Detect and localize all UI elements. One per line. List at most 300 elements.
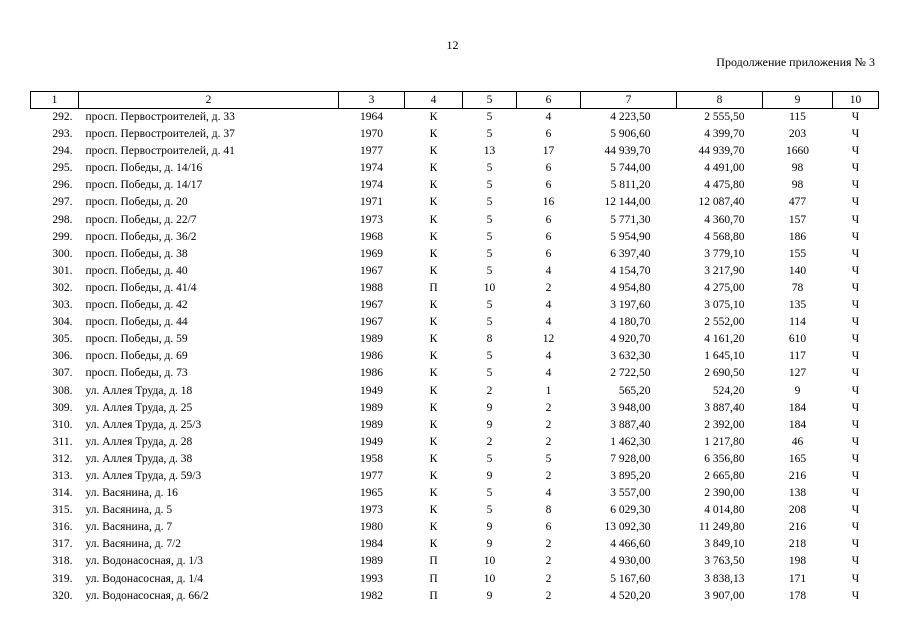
wall-material-cell: К (429, 213, 438, 226)
total-area-cell: 5 167,60 (610, 572, 651, 585)
residents-cell: 115 (789, 111, 806, 123)
type-cell: Ч (851, 487, 860, 500)
residents-cell: 98 (791, 179, 804, 192)
floors-cell: 5 (486, 179, 493, 192)
wall-material-cell: К (429, 521, 438, 534)
address-cell: ул. Васянина, д. 5 (85, 504, 173, 517)
wall-material-cell: К (429, 435, 438, 448)
row-number-cell: 310. (52, 418, 73, 431)
table-row (31, 246, 879, 263)
type-cell: Ч (851, 111, 860, 123)
residents-cell: 46 (791, 435, 804, 448)
address-cell: ул. Васянина, д. 16 (85, 487, 178, 500)
row-number-cell: 307. (52, 367, 73, 380)
floors-cell: 10 (483, 281, 496, 294)
row-number-cell: 313. (52, 469, 73, 482)
living-area-cell: 4 161,20 (704, 333, 745, 346)
floors-cell: 5 (486, 111, 493, 123)
residents-cell: 114 (789, 316, 806, 329)
address-cell: просп. Первостроителей, д. 37 (85, 128, 235, 141)
type-cell: Ч (851, 504, 860, 517)
column-header: 6 (517, 92, 581, 109)
residents-cell: 477 (788, 196, 807, 209)
type-cell: Ч (851, 452, 860, 465)
build-year-cell: 1968 (360, 230, 383, 243)
living-area-cell: 3 217,90 (704, 264, 745, 277)
entrances-cell: 4 (545, 264, 552, 277)
total-area-cell: 44 939,70 (604, 145, 651, 158)
living-area-cell: 4 568,80 (704, 230, 745, 243)
wall-material-cell: К (429, 179, 438, 192)
build-year-cell: 1989 (360, 418, 383, 431)
floors-cell: 9 (486, 589, 493, 602)
residents-cell: 9 (794, 384, 801, 397)
build-year-cell: 1974 (360, 162, 383, 175)
table-row (31, 365, 879, 382)
wall-material-cell: П (429, 555, 438, 568)
entrances-cell: 16 (542, 196, 555, 209)
total-area-cell: 5 906,60 (610, 128, 651, 141)
total-area-cell: 3 948,00 (610, 401, 651, 414)
wall-material-cell: П (429, 572, 438, 585)
total-area-cell: 5 954,90 (610, 230, 651, 243)
address-cell: ул. Васянина, д. 7 (85, 521, 173, 534)
column-header: 4 (405, 92, 463, 109)
total-area-cell: 13 092,30 (604, 521, 651, 534)
living-area-cell: 2 552,00 (704, 316, 745, 329)
floors-cell: 5 (486, 316, 493, 329)
residents-cell: 218 (788, 538, 807, 551)
build-year-cell: 1986 (360, 367, 383, 380)
total-area-cell: 3 197,60 (610, 299, 651, 312)
table-row (31, 280, 879, 297)
table-row (31, 194, 879, 211)
build-year-cell: 1989 (360, 555, 383, 568)
build-year-cell: 1989 (360, 401, 383, 414)
column-header: 5 (463, 92, 517, 109)
floors-cell: 5 (486, 452, 493, 465)
row-number-cell: 303. (52, 299, 73, 312)
address-cell: просп. Победы, д. 14/16 (85, 162, 203, 175)
wall-material-cell: П (429, 281, 438, 294)
entrances-cell: 2 (545, 555, 552, 568)
table-row (31, 417, 879, 434)
floors-cell: 5 (486, 196, 493, 209)
residents-cell: 127 (788, 367, 807, 380)
entrances-cell: 2 (545, 572, 552, 585)
total-area-cell: 4 954,80 (610, 281, 651, 294)
floors-cell: 5 (486, 230, 493, 243)
total-area-cell: 4 930,00 (610, 555, 651, 568)
row-number-cell: 317. (52, 538, 73, 551)
total-area-cell: 4 520,20 (610, 589, 651, 602)
residents-cell: 157 (788, 213, 807, 226)
type-cell: Ч (851, 162, 860, 175)
type-cell: Ч (851, 299, 860, 312)
table-row (31, 519, 879, 536)
row-number-cell: 293. (52, 128, 73, 141)
entrances-cell: 17 (542, 145, 555, 158)
total-area-cell: 4 920,70 (610, 333, 651, 346)
type-cell: Ч (851, 213, 860, 226)
row-number-cell: 304. (52, 316, 73, 329)
residents-cell: 184 (788, 401, 807, 414)
row-number-cell: 315. (52, 504, 73, 517)
type-cell: Ч (851, 538, 860, 551)
build-year-cell: 1993 (360, 572, 383, 585)
total-area-cell: 3 895,20 (610, 469, 651, 482)
address-cell: ул. Водонасосная, д. 1/4 (85, 572, 204, 585)
table-row (31, 348, 879, 365)
build-year-cell: 1970 (360, 128, 383, 141)
address-cell: ул. Аллея Труда, д. 25/3 (85, 418, 202, 431)
entrances-cell: 2 (545, 418, 552, 431)
wall-material-cell: К (429, 487, 438, 500)
entrances-cell: 5 (545, 452, 552, 465)
total-area-cell: 5 811,20 (610, 179, 651, 192)
type-cell: Ч (851, 316, 860, 329)
type-cell: Ч (851, 435, 860, 448)
wall-material-cell: К (429, 504, 438, 517)
total-area-cell: 12 144,00 (604, 196, 651, 209)
living-area-cell: 524,20 (712, 384, 745, 397)
entrances-cell: 2 (545, 538, 552, 551)
type-cell: Ч (851, 401, 860, 414)
wall-material-cell: К (429, 367, 438, 380)
page-number: 12 (446, 38, 459, 52)
wall-material-cell: К (429, 333, 438, 346)
entrances-cell: 4 (545, 299, 552, 312)
total-area-cell: 3 887,40 (610, 418, 651, 431)
wall-material-cell: П (429, 589, 438, 602)
living-area-cell: 2 665,80 (704, 469, 745, 482)
residents-cell: 140 (788, 264, 807, 277)
floors-cell: 5 (486, 487, 493, 500)
living-area-cell: 2 390,00 (704, 487, 745, 500)
type-cell: Ч (851, 521, 860, 534)
wall-material-cell: К (429, 162, 438, 175)
address-cell: просп. Победы, д. 40 (85, 264, 188, 277)
total-area-cell: 6 397,40 (610, 247, 651, 260)
living-area-cell: 2 690,50 (704, 367, 745, 380)
residents-cell: 117 (789, 350, 806, 363)
table-row (31, 383, 879, 400)
table-row (31, 126, 879, 143)
entrances-cell: 2 (545, 469, 552, 482)
residents-cell: 135 (788, 299, 807, 312)
entrances-cell: 8 (545, 504, 552, 517)
row-number-cell: 320. (52, 589, 73, 602)
residents-cell: 1660 (786, 145, 809, 158)
row-number-cell: 309. (52, 401, 73, 414)
living-area-cell: 1 217,80 (704, 435, 745, 448)
wall-material-cell: К (429, 145, 438, 158)
living-area-cell: 4 360,70 (704, 213, 745, 226)
floors-cell: 5 (486, 504, 493, 517)
build-year-cell: 1988 (360, 281, 383, 294)
living-area-cell: 3 838,13 (704, 572, 745, 585)
column-header: 7 (581, 92, 677, 109)
table-row (31, 229, 879, 246)
total-area-cell: 4 180,70 (610, 316, 651, 329)
entrances-cell: 6 (545, 128, 552, 141)
wall-material-cell: К (429, 316, 438, 329)
living-area-cell: 3 779,10 (704, 247, 745, 260)
residents-cell: 208 (788, 504, 807, 517)
row-number-cell: 292. (52, 111, 73, 123)
floors-cell: 8 (486, 333, 493, 346)
table-row (31, 571, 879, 588)
wall-material-cell: К (429, 350, 438, 363)
build-year-cell: 1974 (360, 179, 383, 192)
address-cell: ул. Водонасосная, д. 1/3 (85, 555, 204, 568)
type-cell: Ч (851, 247, 860, 260)
build-year-cell: 1949 (360, 384, 383, 397)
residents-cell: 216 (788, 521, 807, 534)
living-area-cell: 4 491,00 (704, 162, 745, 175)
wall-material-cell: К (429, 264, 438, 277)
table-row (31, 502, 879, 519)
total-area-cell: 1 462,30 (610, 435, 651, 448)
type-cell: Ч (851, 196, 860, 209)
living-area-cell: 4 475,80 (704, 179, 745, 192)
address-cell: ул. Аллея Труда, д. 59/3 (85, 469, 202, 482)
address-cell: ул. Васянина, д. 7/2 (85, 538, 182, 551)
type-cell: Ч (851, 555, 860, 568)
register-table (30, 91, 879, 605)
address-cell: ул. Аллея Труда, д. 38 (85, 452, 193, 465)
residents-cell: 203 (788, 128, 807, 141)
entrances-cell: 6 (545, 230, 552, 243)
residents-cell: 178 (788, 589, 807, 602)
build-year-cell: 1958 (360, 452, 383, 465)
header-row (31, 92, 879, 109)
row-number-cell: 319. (52, 572, 73, 585)
wall-material-cell: К (429, 196, 438, 209)
row-number-cell: 301. (52, 264, 73, 277)
type-cell: Ч (851, 572, 860, 585)
entrances-cell: 6 (545, 162, 552, 175)
address-cell: просп. Победы, д. 38 (85, 247, 188, 260)
type-cell: Ч (851, 230, 860, 243)
residents-cell: 98 (791, 162, 804, 175)
entrances-cell: 4 (545, 367, 552, 380)
total-area-cell: 7 928,00 (610, 452, 651, 465)
floors-cell: 10 (483, 555, 496, 568)
floors-cell: 9 (486, 538, 493, 551)
row-number-cell: 302. (52, 281, 73, 294)
address-cell: просп. Победы, д. 59 (85, 333, 188, 346)
living-area-cell: 3 907,00 (704, 589, 745, 602)
address-cell: просп. Победы, д. 36/2 (85, 230, 197, 243)
address-cell: просп. Победы, д. 14/17 (85, 179, 203, 192)
type-cell: Ч (851, 179, 860, 192)
floors-cell: 2 (486, 435, 493, 448)
wall-material-cell: К (429, 299, 438, 312)
build-year-cell: 1989 (360, 333, 383, 346)
floors-cell: 10 (483, 572, 496, 585)
floors-cell: 13 (483, 145, 496, 158)
residents-cell: 155 (788, 247, 807, 260)
living-area-cell: 2 392,00 (704, 418, 745, 431)
floors-cell: 5 (486, 128, 493, 141)
build-year-cell: 1964 (360, 111, 383, 123)
living-area-cell: 11 249,80 (698, 521, 745, 534)
entrances-cell: 2 (545, 281, 552, 294)
residents-cell: 78 (791, 281, 804, 294)
table-row (31, 314, 879, 331)
type-cell: Ч (851, 264, 860, 277)
floors-cell: 5 (486, 299, 493, 312)
living-area-cell: 1 645,10 (704, 350, 745, 363)
entrances-cell: 2 (545, 589, 552, 602)
type-cell: Ч (851, 469, 860, 482)
address-cell: ул. Аллея Труда, д. 18 (85, 384, 193, 397)
table-row (31, 553, 879, 570)
living-area-cell: 2 555,50 (704, 111, 745, 123)
table-row (31, 331, 879, 348)
table-row (31, 212, 879, 229)
type-cell: Ч (851, 145, 860, 158)
row-number-cell: 316. (52, 521, 73, 534)
continuation-caption: Продолжение приложения № 3 (716, 55, 875, 69)
residents-cell: 198 (788, 555, 807, 568)
column-header: 2 (79, 92, 339, 109)
row-number-cell: 299. (52, 230, 73, 243)
table-row (31, 434, 879, 451)
wall-material-cell: К (429, 401, 438, 414)
column-header: 10 (833, 92, 879, 109)
build-year-cell: 1965 (360, 487, 383, 500)
table-row (31, 160, 879, 177)
type-cell: Ч (851, 350, 860, 363)
entrances-cell: 6 (545, 247, 552, 260)
table-row (31, 263, 879, 280)
row-number-cell: 308. (52, 384, 73, 397)
build-year-cell: 1967 (360, 264, 383, 277)
column-header: 1 (31, 92, 79, 109)
floors-cell: 5 (486, 247, 493, 260)
entrances-cell: 4 (545, 487, 552, 500)
living-area-cell: 3 849,10 (704, 538, 745, 551)
build-year-cell: 1973 (360, 504, 383, 517)
living-area-cell: 44 939,70 (698, 145, 745, 158)
build-year-cell: 1980 (360, 521, 383, 534)
type-cell: Ч (851, 418, 860, 431)
total-area-cell: 3 632,30 (610, 350, 651, 363)
entrances-cell: 4 (545, 316, 552, 329)
floors-cell: 5 (486, 213, 493, 226)
table-row (31, 485, 879, 502)
living-area-cell: 3 075,10 (704, 299, 745, 312)
wall-material-cell: К (429, 128, 438, 141)
table-row (31, 109, 879, 127)
residents-cell: 165 (788, 452, 807, 465)
floors-cell: 5 (486, 162, 493, 175)
entrances-cell: 6 (545, 179, 552, 192)
row-number-cell: 295. (52, 162, 73, 175)
table-row (31, 400, 879, 417)
build-year-cell: 1971 (360, 196, 383, 209)
living-area-cell: 6 356,80 (704, 452, 745, 465)
entrances-cell: 2 (545, 435, 552, 448)
address-cell: просп. Победы, д. 22/7 (85, 213, 197, 226)
build-year-cell: 1977 (360, 145, 383, 158)
table-row (31, 588, 879, 605)
build-year-cell: 1973 (360, 213, 383, 226)
column-header: 8 (677, 92, 763, 109)
living-area-cell: 3 763,50 (704, 555, 745, 568)
living-area-cell: 4 014,80 (704, 504, 745, 517)
address-cell: просп. Победы, д. 41/4 (85, 281, 197, 294)
wall-material-cell: К (429, 452, 438, 465)
address-cell: просп. Победы, д. 44 (85, 316, 188, 329)
total-area-cell: 4 466,60 (610, 538, 651, 551)
address-cell: ул. Аллея Труда, д. 25 (85, 401, 193, 414)
floors-cell: 5 (486, 367, 493, 380)
type-cell: Ч (851, 589, 860, 602)
total-area-cell: 4 223,50 (610, 111, 651, 123)
row-number-cell: 312. (52, 452, 73, 465)
build-year-cell: 1949 (360, 435, 383, 448)
total-area-cell: 5 771,30 (610, 213, 651, 226)
floors-cell: 9 (486, 418, 493, 431)
address-cell: просп. Первостроителей, д. 33 (85, 111, 235, 123)
total-area-cell: 3 557,00 (610, 487, 651, 500)
wall-material-cell: К (429, 111, 438, 123)
residents-cell: 610 (788, 333, 807, 346)
build-year-cell: 1977 (360, 469, 383, 482)
entrances-cell: 6 (545, 213, 552, 226)
wall-material-cell: К (429, 469, 438, 482)
residents-cell: 184 (788, 418, 807, 431)
total-area-cell: 4 154,70 (610, 264, 651, 277)
living-area-cell: 3 887,40 (704, 401, 745, 414)
entrances-cell: 4 (545, 350, 552, 363)
build-year-cell: 1984 (360, 538, 383, 551)
type-cell: Ч (851, 384, 860, 397)
entrances-cell: 6 (545, 521, 552, 534)
floors-cell: 9 (486, 469, 493, 482)
row-number-cell: 318. (52, 555, 73, 568)
residents-cell: 186 (788, 230, 807, 243)
wall-material-cell: К (429, 247, 438, 260)
entrances-cell: 4 (545, 111, 552, 123)
row-number-cell: 314. (52, 487, 73, 500)
type-cell: Ч (851, 367, 860, 380)
wall-material-cell: К (429, 538, 438, 551)
wall-material-cell: К (429, 418, 438, 431)
type-cell: Ч (851, 128, 860, 141)
address-cell: просп. Победы, д. 73 (85, 367, 188, 380)
living-area-cell: 4 275,00 (704, 281, 745, 294)
entrances-cell: 2 (545, 401, 552, 414)
table-row (31, 468, 879, 485)
row-number-cell: 297. (52, 196, 73, 209)
address-cell: ул. Аллея Труда, д. 28 (85, 435, 193, 448)
total-area-cell: 6 029,30 (610, 504, 651, 517)
floors-cell: 9 (486, 521, 493, 534)
row-number-cell: 305. (52, 333, 73, 346)
total-area-cell: 5 744,00 (610, 162, 651, 175)
type-cell: Ч (851, 281, 860, 294)
floors-cell: 5 (486, 264, 493, 277)
table-row (31, 297, 879, 314)
living-area-cell: 12 087,40 (698, 196, 745, 209)
table-row (31, 451, 879, 468)
row-number-cell: 298. (52, 213, 73, 226)
living-area-cell: 4 399,70 (704, 128, 745, 141)
